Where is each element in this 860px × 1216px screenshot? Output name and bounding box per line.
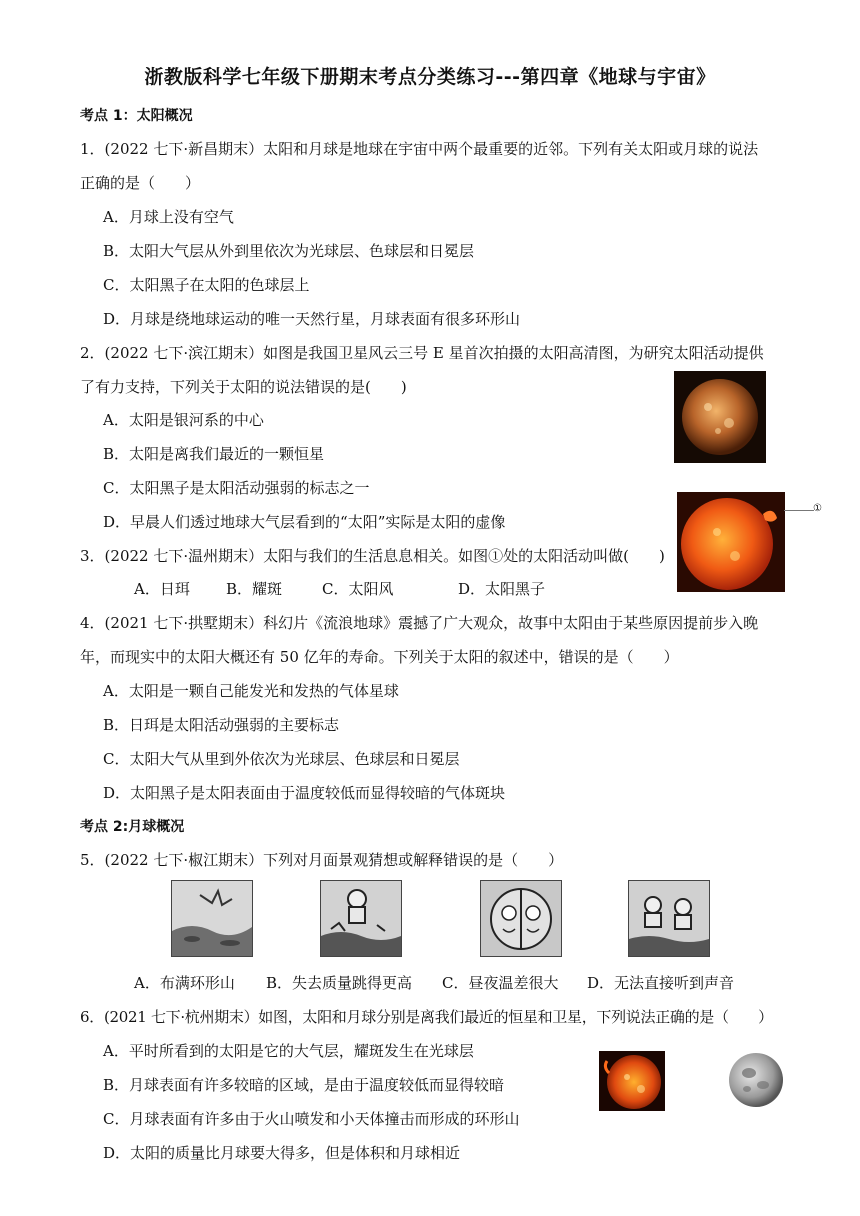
moon-sketch-astronaut-jump [320,880,402,957]
question-3-option-c: C．太阳风 [322,580,394,598]
question-1-option-c: C．太阳黑子在太阳的色球层上 [103,276,310,294]
question-5-option-c: C．昼夜温差很大 [442,974,559,992]
question-1-stem-cont: 正确的是（ ） [80,174,201,192]
question-3-options [134,578,545,599]
moon-photo [727,1049,785,1111]
question-2-option-c: C．太阳黑子是太阳活动强弱的标志之一 [103,479,370,497]
question-3-option-b: B．耀斑 [226,580,283,598]
question-4-stem: 4．(2021 七下·拱墅期末）科幻片《流浪地球》震撼了广大观众，故事中太阳由于某些原因提前步入晚 [80,614,759,632]
question-2-stem-cont: 了有力支持，下列关于太阳的说法错误的是( ) [80,378,407,396]
question-1-option-b: B．太阳大气层从外到里依次为光球层、色球层和日冕层 [103,242,475,260]
question-4-stem-cont: 年，而现实中的太阳大概还有 50 亿年的寿命。下列关于太阳的叙述中，错误的是（ ） [80,648,679,666]
question-5-option-d: D．无法直接听到声音 [587,974,735,992]
topic-heading-2: 考点 2:月球概况 [80,819,185,835]
question-6-option-c: C．月球表面有许多由于火山喷发和小天体撞击而形成的环形山 [103,1110,520,1128]
question-6-stem: 6．(2021 七下·杭州期末）如图，太阳和月球分别是离我们最近的恒星和卫星，下列说法正确的是（ ） [80,1008,773,1026]
question-1-option-a: A．月球上没有空气 [103,208,234,226]
question-5-option-a: A．布满环形山 [134,974,235,992]
question-6-option-a: A．平时所看到的太阳是它的大气层，耀斑发生在光球层 [103,1042,474,1060]
figure-marker-1: ① [813,503,822,514]
sun-prominence-photo [677,492,785,592]
question-5-option-b: B．失去质量跳得更高 [266,974,413,992]
question-4-option-c: C．太阳大气从里到外依次为光球层、色球层和日冕层 [103,750,460,768]
question-1-option-d: D．月球是绕地球运动的唯一天然行星，月球表面有很多环形山 [103,310,521,328]
sun-photo-fy3e [674,371,766,463]
page-title: 浙教版科学七年级下册期末考点分类练习---第四章《地球与宇宙》 [144,66,716,88]
question-1-stem: 1．(2022 七下·新昌期末）太阳和月球是地球在宇宙中两个最重要的近邻。下列有关太阳或月球的说法 [80,140,759,158]
question-4-option-a: A．太阳是一颗自己能发光和发热的气体星球 [103,682,399,700]
moon-sketch-day-night [480,880,562,957]
question-2-option-d: D．早晨人们透过地球大气层看到的“太阳”实际是太阳的虚像 [103,513,506,531]
question-2-stem: 2．(2022 七下·滨江期末）如图是我国卫星风云三号 E 星首次拍摄的太阳高清图，为研究太阳活动提供 [80,344,764,362]
moon-sketch-no-sound [628,880,710,957]
question-3-option-d: D．太阳黑子 [458,580,546,598]
question-6-option-b: B．月球表面有许多较暗的区域，是由于温度较低而显得较暗 [103,1076,505,1094]
question-2-option-b: B．太阳是离我们最近的一颗恒星 [103,445,325,463]
figure-pointer-line [784,510,814,511]
question-5-stem: 5．(2022 七下·椒江期末）下列对月面景观猜想或解释错误的是（ ） [80,851,564,869]
question-4-option-d: D．太阳黑子是太阳表面由于温度较低而显得较暗的气体斑块 [103,784,506,802]
question-6-option-d: D．太阳的质量比月球要大得多，但是体积和月球相近 [103,1144,461,1162]
question-4-option-b: B．日珥是太阳活动强弱的主要标志 [103,716,340,734]
sun-photo-small [599,1051,665,1111]
question-3-option-a: A．日珥 [134,580,190,598]
topic-heading-1: 考点 1：太阳概况 [80,108,193,124]
question-2-option-a: A．太阳是银河系的中心 [103,411,264,429]
question-3-stem: 3．(2022 七下·温州期末）太阳与我们的生活息息相关。如图①处的太阳活动叫做( ) [80,547,665,565]
moon-sketch-craters [171,880,253,957]
